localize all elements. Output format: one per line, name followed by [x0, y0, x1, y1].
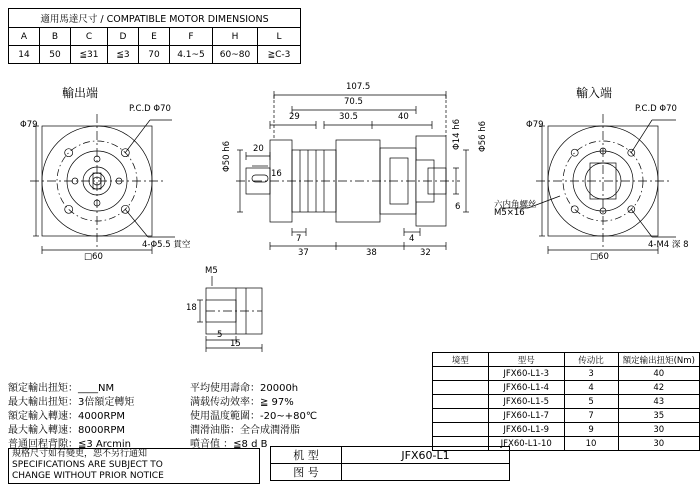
model-name: JFX60-L1-5 [488, 395, 564, 409]
motor-table-header-b: B [40, 28, 71, 46]
spec-right-item: 满载传动效率：≧ 97% [190, 397, 294, 408]
spec-right-item: 平均使用壽命：20000h [190, 383, 299, 394]
model-ratio: 4 [564, 381, 618, 395]
model-ratio: 7 [564, 409, 618, 423]
drawing-label: 图 号 [270, 463, 342, 481]
pcd-label-left: P.C.D Φ70 [129, 104, 171, 114]
key-label-18: 18 [186, 303, 197, 313]
pcd-label-right: P.C.D Φ70 [635, 104, 677, 114]
dim-38: 38 [366, 248, 377, 258]
model-torque: 42 [618, 381, 699, 395]
model-name: JFX60-L1-3 [488, 367, 564, 381]
model-type [433, 395, 489, 409]
motor-table-value-b: 50 [40, 46, 71, 64]
model-name: JFX60-L1-4 [488, 381, 564, 395]
model-table-header-torque: 額定输出扭矩(Nm) [618, 353, 699, 367]
table-row [433, 409, 700, 423]
spec-right-item: 噴音值 ：≦8 d B [190, 439, 268, 450]
notice-line-1: 規格尺寸如有變更，恕不另行通知 [12, 449, 148, 459]
diameter-79-right: Φ79 [526, 120, 544, 130]
hole-note-right: 4-M4 深 8 [648, 240, 689, 250]
spec-left-item: 最大輸出扭矩：3倍額定轉矩 [8, 397, 135, 408]
view-label-output-side: 輸出端 [62, 86, 99, 100]
model-torque: 43 [618, 395, 699, 409]
key-label-5: 5 [217, 330, 223, 340]
model-name: JFX60-L1-10 [488, 437, 564, 451]
dim-dia-14: Φ14 h6 [452, 118, 462, 150]
motor-table-value-d: ≦3 [108, 46, 139, 64]
motor-table-value-h: 60~80 [213, 46, 258, 64]
motor-table-value-e: 70 [139, 46, 170, 64]
model-value: JFX60-L1 [341, 446, 510, 464]
key-label-15: 15 [230, 339, 241, 349]
square-60-left: □60 [84, 252, 103, 262]
model-spec-table [432, 352, 700, 451]
model-table-header-ratio: 传动比 [564, 353, 618, 367]
dim-dia-50: Φ50 h6 [222, 140, 232, 172]
spec-right-item: 使用温度範圍：-20~+80℃ [190, 411, 318, 422]
spec-left-item: 最大輸入轉速：8000RPM [8, 425, 126, 436]
table-row [433, 395, 700, 409]
model-table-header-model: 型号 [488, 353, 564, 367]
motor-table-header-f: F [170, 28, 213, 46]
dim-6: 6 [455, 202, 461, 212]
model-type [433, 423, 489, 437]
view-label-input-side: 輸入端 [576, 86, 613, 100]
model-type [433, 381, 489, 395]
table-header-row [433, 353, 700, 367]
model-torque: 30 [618, 437, 699, 451]
model-torque: 35 [618, 409, 699, 423]
model-table-header-type: 境型 [433, 353, 489, 367]
model-type [433, 367, 489, 381]
table-row [433, 381, 700, 395]
motor-table-header-d: D [108, 28, 139, 46]
model-label: 机 型 [270, 446, 342, 464]
model-torque: 40 [618, 367, 699, 381]
model-type [433, 409, 489, 423]
spec-left-item: 額定輸出扭矩：____NM [8, 383, 115, 394]
model-ratio: 3 [564, 367, 618, 381]
specs-left [8, 382, 134, 452]
notice-box [8, 448, 260, 484]
motor-table-header-a: A [9, 28, 40, 46]
model-name: JFX60-L1-7 [488, 409, 564, 423]
model-ratio: 9 [564, 423, 618, 437]
dim-70-5: 70.5 [344, 97, 363, 107]
dim-29: 29 [289, 112, 300, 122]
specs-right [190, 382, 317, 452]
dim-37: 37 [298, 248, 309, 258]
diameter-79-left: Φ79 [20, 120, 38, 130]
hex-screw-note: 六内角螺丝 [494, 200, 537, 210]
table-row [433, 367, 700, 381]
motor-table-title: 適用馬達尺寸 / COMPATIBLE MOTOR DIMENSIONS [9, 9, 301, 28]
motor-table-header-e: E [139, 28, 170, 46]
drawing-value [341, 463, 510, 481]
dim-dia-56: Φ56 h6 [478, 120, 488, 152]
hex-screw-size: M5×16 [494, 208, 525, 218]
motor-table-header-c: C [71, 28, 108, 46]
key-label-m5: M5 [205, 266, 218, 276]
motor-table-header-l: L [258, 28, 301, 46]
hole-note-left: 4-Φ5.5 貫空 [142, 240, 191, 250]
model-name: JFX60-L1-9 [488, 423, 564, 437]
notice-line-2: SPECIFICATIONS ARE SUBJECT TO [12, 460, 163, 470]
dim-total-length: 107.5 [346, 82, 371, 92]
dim-40: 40 [398, 112, 409, 122]
title-block [270, 446, 510, 482]
dim-7: 7 [296, 234, 302, 244]
square-60-right: □60 [590, 252, 609, 262]
model-torque: 30 [618, 423, 699, 437]
model-ratio: 10 [564, 437, 618, 451]
motor-table-value-a: 14 [9, 46, 40, 64]
spec-left-item: 普通回程背隙：≦3 Arcmin [8, 439, 132, 450]
dim-20: 20 [253, 144, 264, 154]
dim-4: 4 [409, 234, 415, 244]
spec-right-item: 潤滑油脂：全合成潤滑脂 [190, 425, 300, 436]
motor-table-header-h: H [213, 28, 258, 46]
dim-32: 32 [420, 248, 431, 258]
table-row [433, 423, 700, 437]
dim-16: 16 [271, 169, 282, 179]
spec-left-item: 額定輸入轉速：4000RPM [8, 411, 126, 422]
notice-line-3: CHANGE WITHOUT PRIOR NOTICE [12, 471, 164, 481]
motor-table-value-c: ≦31 [71, 46, 108, 64]
dim-30-5: 30.5 [339, 112, 358, 122]
motor-table-value-f: 4.1~5 [170, 46, 213, 64]
model-ratio: 5 [564, 395, 618, 409]
motor-table-value-l: ≧C-3 [258, 46, 301, 64]
